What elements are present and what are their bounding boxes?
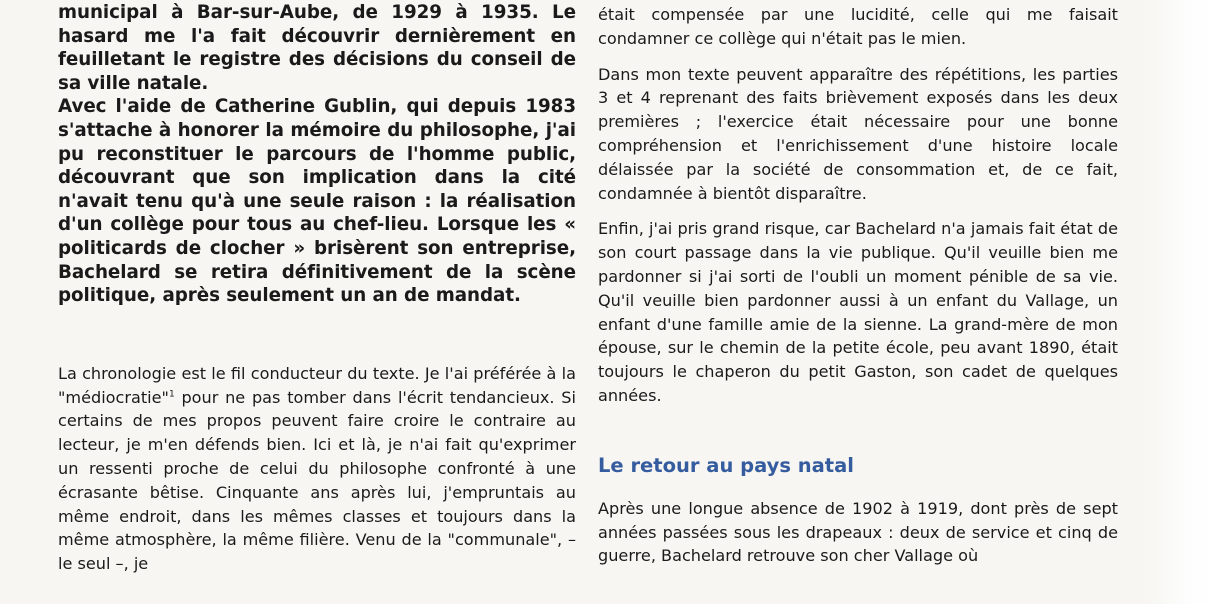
paragraph-lucidity: était compensée par une lucidité, celle qui me faisait condamner ce collège qui n'était pas le mien.	[598, 5, 1118, 48]
chronology-text-start: La chronologie est le fil conducteur du texte. Je l'ai préférée à la "médiocratie"	[58, 363, 576, 407]
bold-intro	[58, 1, 576, 308]
section-heading: Le retour au pays natal	[598, 453, 854, 477]
paragraph-repetitions: Dans mon texte peuvent apparaître des répétitions, les parties 3 et 4 reprenant des faits brièvement exposés dans les deux premières ; l'exercice était nécessaire pour une bonne compréhension et l'enrichissement d'une histoire locale délaissée par la société de consommation et, de ce fait, condamnée à bientôt disparaître.	[598, 64, 1118, 203]
page-edge	[1148, 0, 1208, 604]
paragraph-return: Après une longue absence de 1902 à 1919, dont près de sept années passées sous les drapeaux : deux de service et cinq de guerre, Bachelard retrouve son cher Vallage où	[598, 498, 1118, 566]
chronology-text-end: pour ne pas tomber dans l'écrit tendancieux. Si certains de mes propos peuvent faire croire le contraire au lecteur, je m'en défends bien. Ici et là, je n'ai fait qu'exprimer un ressenti proche de celui du philosophe confronté à une écrasante bêtise. Cinquante ans après lui, j'empruntais au même endroit, dans les mêmes classes et toujours dans la même atmosphère, la même filière. Venu de la "communale", – le seul –, je	[58, 387, 576, 574]
right-body	[598, 3, 1118, 408]
intro-paragraph-2: Avec l'aide de Catherine Gublin, qui depuis 1983 s'attache à honorer la mémoire du philosophe, j'ai pu reconstituer le parcours de l'homme public, découvrant que son implication dans la cité n'avait tenu qu'à une seule raison : la réalisation d'un collège pour tous au chef-lieu. Lorsque les « politicards de clocher » brisèrent son entreprise, Bachelard se retira définitivement de la scène politique, après seulement un an de mandat.	[58, 96, 576, 307]
intro-paragraph-1: municipal à Bar-sur-Aube, de 1929 à 1935. Le hasard me l'a fait découvrir dernièrement en feuilletant le registre des décisions du conseil de sa ville natale.	[58, 2, 576, 94]
section-body	[598, 497, 1118, 568]
left-column	[58, 0, 576, 576]
footnote-marker: 1	[168, 389, 175, 400]
paragraph-risk: Enfin, j'ai pris grand risque, car Bachelard n'a jamais fait état de son court passage dans la vie publique. Qu'il veuille bien me pardonner si j'ai sorti de l'oubli un moment pénible de sa vie. Qu'il veuille bien pardonner aussi à un enfant du Vallage, un enfant d'une famille amie de la sienne. La grand-mère de mon épouse, sur le chemin de la petite école, peu avant 1890, était toujours le chaperon du petit Gaston, son cadet de quelques années.	[598, 219, 1118, 405]
right-column	[598, 0, 1118, 568]
chronology-paragraph	[58, 362, 576, 576]
chronology-paragraph-wrapper	[58, 362, 576, 576]
